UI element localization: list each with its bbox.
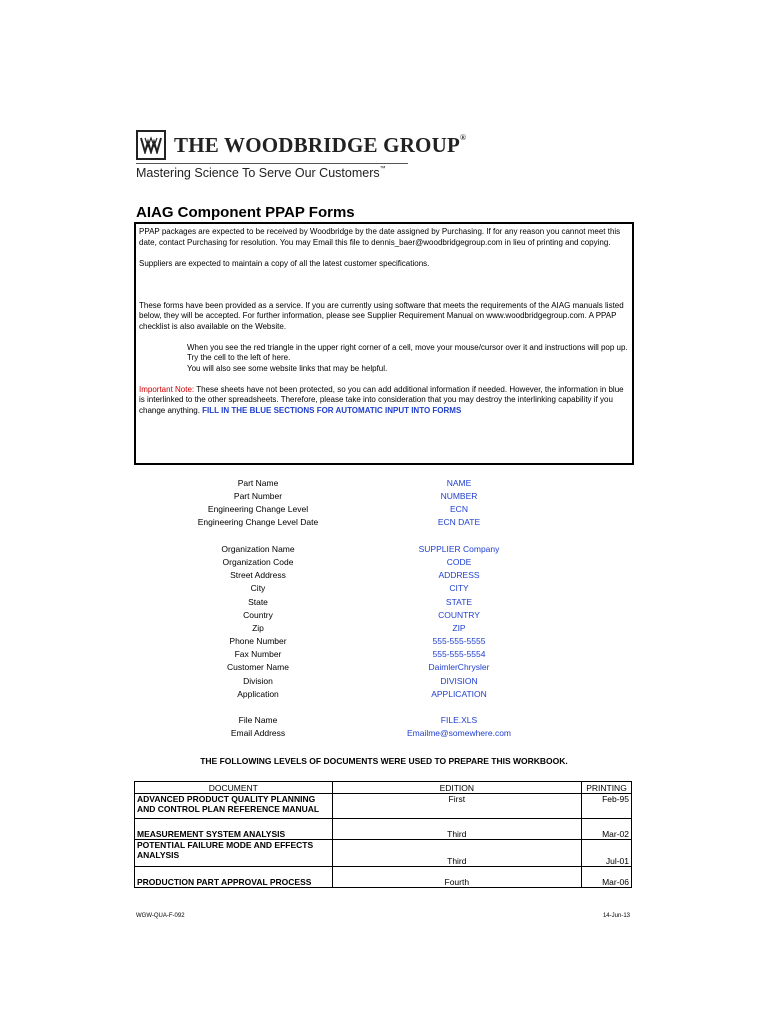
document-cell: ADVANCED PRODUCT QUALITY PLANNING AND CONTROL PLAN REFERENCE MANUAL [135, 794, 333, 819]
important-note-highlight: FILL IN THE BLUE SECTIONS FOR AUTOMATIC INPUT INTO FORMS [202, 405, 462, 415]
field-row-customer [0, 662, 768, 675]
field-value[interactable]: CITY [449, 583, 469, 593]
woodbridge-w-icon [136, 130, 166, 160]
printing-cell: Feb-95 [582, 794, 632, 819]
field-value[interactable]: STATE [445, 597, 473, 607]
field-label: Phone Number [229, 636, 287, 646]
field-row-state [0, 597, 768, 610]
field-value[interactable]: 555-555-5554 [432, 649, 486, 659]
levels-heading: THE FOLLOWING LEVELS OF DOCUMENTS WERE USED TO PREPARE THIS WORKBOOK. [200, 756, 568, 766]
field-value[interactable]: FILE.XLS [440, 715, 478, 725]
field-label: Part Number [233, 491, 283, 501]
field-label: Fax Number [234, 649, 282, 659]
field-row-application [0, 689, 768, 702]
document-cell: POTENTIAL FAILURE MODE AND EFFECTS ANALYSIS [135, 840, 333, 867]
instructions-paragraph: When you see the red triangle in the upper right corner of a cell, move your mouse/cursor over it and instructions will pop up. Try the cell to the left of here. [187, 342, 628, 362]
field-value[interactable]: 555-555-5555 [432, 636, 486, 646]
table-row [135, 867, 632, 888]
field-value[interactable]: SUPPLIER Company [418, 544, 500, 554]
instructions-paragraph: Suppliers are expected to maintain a copy of all the latest customer specifications. [139, 258, 430, 268]
field-value[interactable]: ECN [450, 504, 468, 514]
field-label: Street Address [230, 570, 286, 580]
field-label: File Name [238, 715, 278, 725]
company-name: THE WOODBRIDGE GROUP® [174, 132, 467, 157]
table-row [135, 794, 632, 819]
field-row-change-level-date [0, 517, 768, 530]
instructions-paragraph: You will also see some website links that may be helpful. [187, 363, 388, 373]
field-value[interactable]: CODE [446, 557, 472, 567]
field-label: Division [243, 676, 273, 686]
printing-cell: Mar-06 [582, 867, 632, 888]
instructions-box [134, 222, 634, 465]
field-row-division [0, 676, 768, 689]
field-label: City [250, 583, 266, 593]
field-label: Application [237, 689, 279, 699]
field-value[interactable]: ADDRESS [438, 570, 480, 580]
field-row-org-code [0, 557, 768, 570]
field-label: Organization Code [222, 557, 294, 567]
field-label: State [248, 597, 268, 607]
field-row-change-level [0, 504, 768, 517]
field-row-phone [0, 636, 768, 649]
field-value[interactable]: ZIP [452, 623, 466, 633]
field-row-fax [0, 649, 768, 662]
edition-cell: First [332, 794, 581, 819]
edition-cell: Third [332, 819, 581, 840]
documents-table [134, 781, 632, 888]
field-label: Organization Name [221, 544, 295, 554]
field-row-email [0, 728, 768, 741]
column-header-document: DOCUMENT [135, 782, 333, 794]
page-title: AIAG Component PPAP Forms [136, 204, 355, 221]
company-logo [136, 128, 466, 162]
field-row-zip [0, 623, 768, 636]
field-row-city [0, 583, 768, 596]
field-row-part-name [0, 478, 768, 491]
column-header-edition: EDITION [332, 782, 581, 794]
table-row [135, 819, 632, 840]
field-label: Zip [252, 623, 264, 633]
instructions-paragraph: These forms have been provided as a service. If you are currently using software that meets the requirements of the AIAG manuals listed below, they will be accepted. For further information, please see Supplier Requirement Manual on www.woodbridgegroup.com. A PPAP checklist is also available on the Website. [139, 300, 624, 331]
document-cell: MEASUREMENT SYSTEM ANALYSIS [135, 819, 333, 840]
important-note [139, 385, 629, 417]
field-label: Engineering Change Level Date [197, 517, 319, 527]
important-note-text: These sheets have not been protected, so you can add additional information if needed. However, the information in blue is interlinked to the other spreadsheets. Therefore, please take into consideration that you may destroy the interlinking capability if you change anything. [139, 384, 624, 415]
table-header-row [135, 782, 632, 794]
field-label: Customer Name [227, 662, 289, 672]
logo-divider [136, 163, 408, 164]
field-value[interactable]: DIVISION [440, 676, 478, 686]
printing-cell: Jul-01 [582, 840, 632, 867]
company-tagline: Mastering Science To Serve Our Customers™ [136, 166, 386, 180]
field-value[interactable]: Emailme@somewhere.com [406, 728, 512, 738]
field-label: Part Name [237, 478, 279, 488]
field-value[interactable]: ECN DATE [437, 517, 481, 527]
form-id: WGW-QUA-F-092 [136, 913, 185, 919]
field-row-part-number [0, 491, 768, 504]
field-row-file-name [0, 715, 768, 728]
field-label: Country [243, 610, 273, 620]
field-value[interactable]: NUMBER [440, 491, 478, 501]
column-header-printing: PRINTING [582, 782, 632, 794]
field-value[interactable]: COUNTRY [438, 610, 480, 620]
field-label: Email Address [230, 728, 286, 738]
field-value[interactable]: NAME [446, 478, 472, 488]
field-value[interactable]: APPLICATION [431, 689, 487, 699]
field-row-country [0, 610, 768, 623]
printing-cell: Mar-02 [582, 819, 632, 840]
field-label: Engineering Change Level [207, 504, 309, 514]
edition-cell: Third [332, 840, 581, 867]
instructions-paragraph: PPAP packages are expected to be received by Woodbridge by the date assigned by Purchasing. If for any reason you cannot meet this date, contact Purchasing for resolution. You may Email this file to dennis_baer@woodbridgegroup.com in lieu of printing and copying. [139, 227, 621, 247]
footer-date: 14-Jun-13 [602, 913, 630, 919]
field-value[interactable]: DaimlerChrysler [428, 662, 490, 672]
field-row-org-name [0, 544, 768, 557]
edition-cell: Fourth [332, 867, 581, 888]
document-cell: PRODUCTION PART APPROVAL PROCESS [135, 867, 333, 888]
table-row [135, 840, 632, 867]
field-row-street [0, 570, 768, 583]
important-note-label: Important Note: [139, 384, 195, 394]
